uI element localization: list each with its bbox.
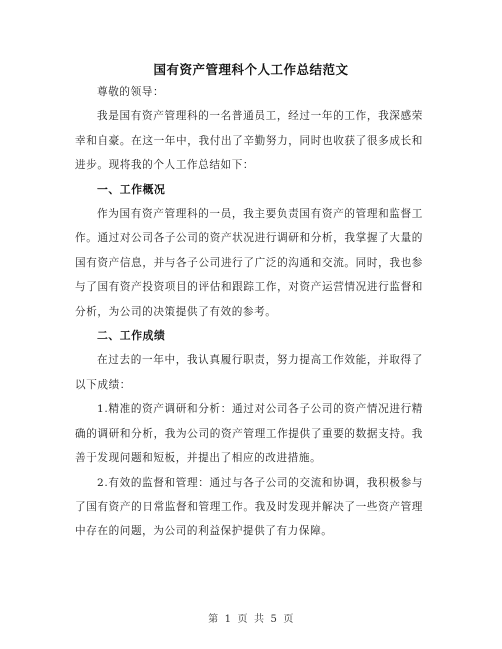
intro-paragraph: 我是国有资产管理科的一名普通员工，经过一年的工作，我深感荣幸和自豪。在这一年中，我付出了辛勤努力，同时也收获了很多成长和进步。现将我的个人工作总结如下： — [75, 110, 423, 172]
footer-total-label: 共 — [254, 614, 265, 625]
overview-paragraph: 作为国有资产管理科的一员，我主要负责国有资产的管理和监督工作。通过对公司各子公司的资产状况进行调研和分析，我掌握了大量的国有资产信息，并与各子公司进行了广泛的沟通和交流。同时，我也参与了国有资产投资项目的评估和跟踪工作，对资产运营情况进行监督和分析，为公司的决策提供了有效的参考。 — [75, 208, 423, 318]
achievement-item-1: 1.精准的资产调研和分析：通过对公司各子公司的资产情况进行精确的调研和分析，我为公司的资产管理工作提供了重要的数据支持。我善于发现问题和短板，并提出了相应的改进措施。 — [75, 403, 423, 465]
section-heading-achievements: 二、工作成绩 — [97, 329, 166, 343]
current-page-number: 1 — [224, 614, 232, 625]
footer-prefix: 第 — [208, 614, 219, 625]
achievements-intro-paragraph: 在过去的一年中，我认真履行职责，努力提高工作效能，并取得了以下成绩： — [75, 354, 423, 391]
section-heading-overview: 一、工作概况 — [97, 182, 166, 196]
achievement-item-2: 2.有效的监督和管理：通过与各子公司的交流和协调，我积极参与了国有资产的日常监督和管理工作。我及时发现并解决了一些资产管理中存在的问题，为公司的利益保护提供了有力保障。 — [75, 476, 423, 538]
salutation: 尊敬的领导： — [97, 86, 165, 98]
footer-suffix: 页 — [283, 614, 294, 625]
document-body — [75, 80, 423, 544]
page-footer — [0, 610, 502, 625]
footer-page-label: 页 — [237, 614, 248, 625]
total-page-count: 5 — [270, 614, 278, 625]
document-title: 国有资产管理科个人工作总结范文 — [153, 62, 349, 77]
